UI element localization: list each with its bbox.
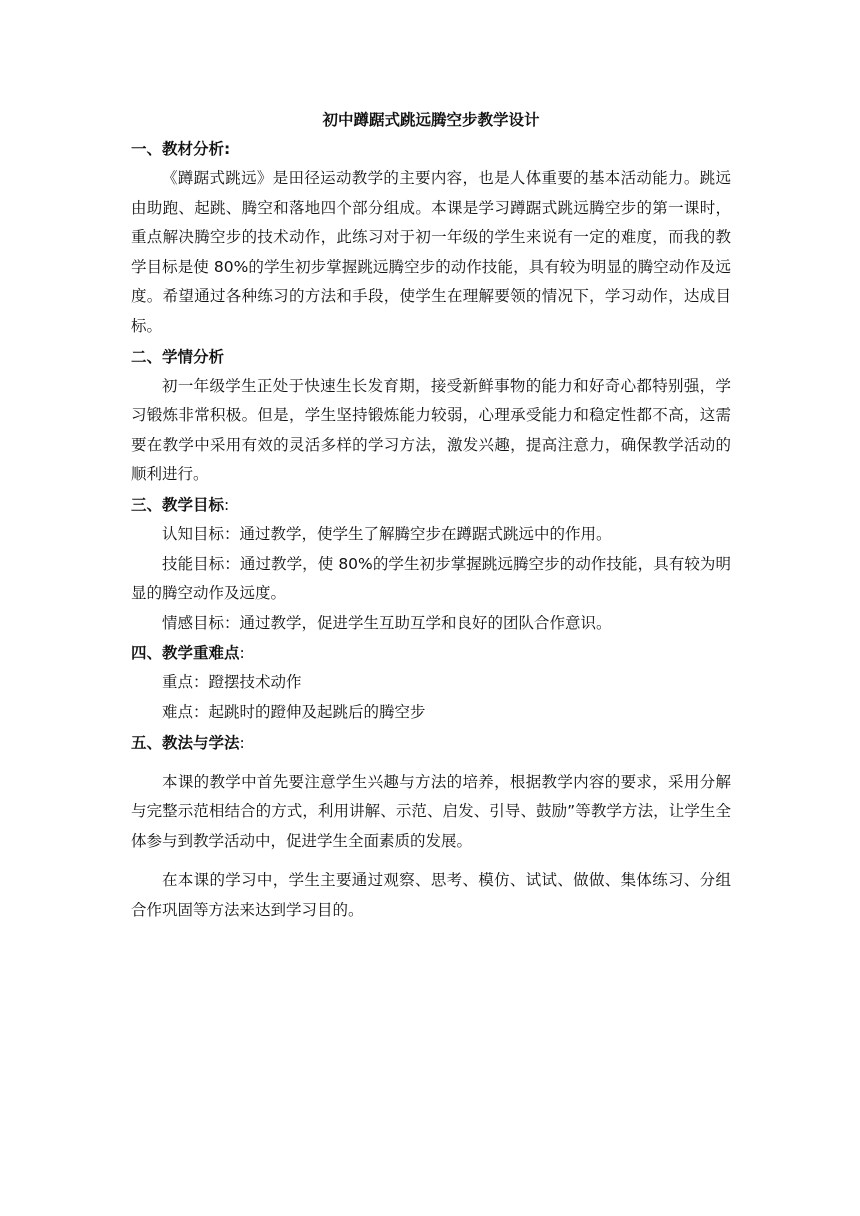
document-page bbox=[131, 106, 731, 925]
heading-colon: : bbox=[224, 495, 230, 514]
paragraph-student-analysis: 初一年级学生正处于快速生长发育期，接受新鲜事物的能力和好奇心都特别强，学习锻炼非常积极。但是，学生坚持锻炼能力较弱，心理承受能力和稳定性都不高，这需要在教学中采用有效的灵活多样的学习方法，激发兴趣，提高注意力，确保教学活动的顺利进行。 bbox=[131, 376, 731, 484]
heading-text: 五、教法与学法 bbox=[131, 733, 240, 752]
heading-text: 四、教学重难点 bbox=[131, 644, 240, 663]
section-heading-key-points bbox=[131, 638, 731, 668]
paragraph-learning-method: 在本课的学习中，学生主要通过观察、思考、模仿、试试、做做、集体练习、分组合作巩固等方法来达到学习目的。 bbox=[131, 871, 731, 919]
heading-colon: : bbox=[239, 644, 245, 663]
paragraph-cognitive-goal: 认知目标：通过教学，使学生了解腾空步在蹲踞式跳远中的作用。 bbox=[162, 524, 612, 543]
paragraph-textbook-analysis: 《蹲踞式跳远》是田径运动教学的主要内容，也是人体重要的基本活动能力。跳远由助跑、起跳、腾空和落地四个部分组成。本课是学习蹲踞式跳远腾空步的第一课时，重点解决腾空步的技术动作，此练习对于初一年级的学生来说有一定的难度，而我的教学目标是使 80%的学生初步掌握跳远腾空步的动作技能，具有较为明显的腾空动作及远度。希望通过各种练习的方法和手段，使学生在理解要领的情况下，学习动作，达成目标。 bbox=[131, 169, 731, 335]
heading-colon: : bbox=[239, 733, 245, 752]
line-difficult-point: 难点：起跳时的蹬伸及起跳后的腾空步 bbox=[162, 702, 426, 721]
section-heading-student-analysis: 二、学情分析 bbox=[131, 347, 225, 366]
document-title: 初中蹲踞式跳远腾空步教学设计 bbox=[322, 111, 540, 129]
section-heading-textbook-analysis: 一、教材分析: bbox=[131, 140, 231, 158]
paragraph-emotional-goal: 情感目标：通过教学，促进学生互助互学和良好的团队合作意识。 bbox=[162, 613, 612, 632]
line-key-point: 重点：蹬摆技术动作 bbox=[162, 673, 302, 692]
paragraph-teaching-method: 本课的教学中首先要注意学生兴趣与方法的培养，根据教学内容的要求，采用分解与完整示范相结合的方式，利用讲解、示范、启发、引导、鼓励”等教学方法，让学生全体参与到教学活动中，促进学生全面素质的发展。 bbox=[131, 772, 731, 850]
section-heading-methods bbox=[131, 728, 731, 758]
paragraph-skill-goal: 技能目标：通过教学，使 80%的学生初步掌握跳远腾空步的动作技能，具有较为明显的腾空动作及远度。 bbox=[131, 554, 731, 603]
section-heading-teaching-goals bbox=[131, 490, 731, 520]
heading-text: 三、教学目标 bbox=[131, 495, 225, 514]
